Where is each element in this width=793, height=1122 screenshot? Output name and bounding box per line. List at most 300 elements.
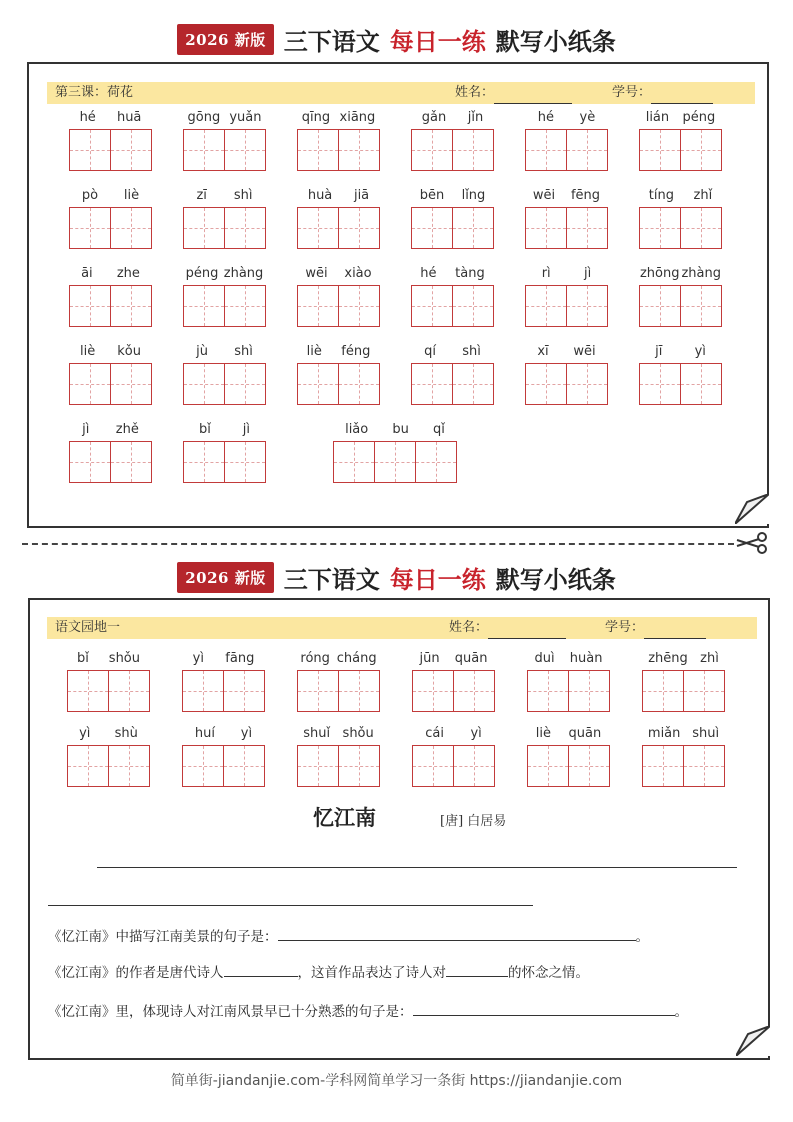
writing-cells (411, 207, 494, 249)
writing-cell[interactable] (683, 745, 725, 787)
question-2-suffix: 的怀念之情。 (508, 965, 589, 981)
writing-cell[interactable] (110, 129, 152, 171)
writing-cell[interactable] (453, 745, 495, 787)
writing-cells (412, 670, 495, 712)
pinyin-row (525, 187, 608, 207)
pinyin-syllable: jì (82, 422, 90, 437)
writing-cells (69, 207, 152, 249)
word-item (297, 265, 380, 327)
writing-cell[interactable] (639, 207, 681, 249)
word-item (412, 650, 495, 712)
pinyin-syllable: huí (194, 726, 215, 741)
pinyin-row (67, 650, 150, 670)
poem-writing-line-2[interactable] (48, 905, 533, 906)
writing-cells (67, 670, 150, 712)
pinyin-syllable: liè (123, 188, 140, 203)
pinyin-syllable: huà (307, 188, 333, 203)
top-header-bar (47, 82, 755, 104)
word-item (69, 421, 152, 483)
writing-cell[interactable] (338, 745, 380, 787)
writing-cell[interactable] (110, 285, 152, 327)
pinyin-syllable: fāng (225, 651, 255, 666)
writing-cell[interactable] (182, 670, 224, 712)
pinyin-row (69, 109, 152, 129)
writing-cell[interactable] (566, 129, 608, 171)
pinyin-syllable: péng (682, 110, 716, 125)
writing-cells (525, 363, 608, 405)
writing-cells (69, 441, 152, 483)
word-item (527, 725, 610, 787)
id-label: 学号： (605, 620, 645, 635)
writing-cell[interactable] (411, 129, 453, 171)
writing-cells (412, 745, 495, 787)
pinyin-row (69, 343, 152, 363)
writing-cell[interactable] (566, 363, 608, 405)
pinyin-syllable: tíng (648, 188, 674, 203)
word-item (525, 265, 608, 327)
bottom-title (0, 560, 793, 595)
pinyin-syllable: shì (234, 344, 253, 359)
writing-cell[interactable] (297, 285, 339, 327)
title-dictation: 默写小纸条 (495, 27, 616, 56)
writing-cell[interactable] (223, 670, 265, 712)
title-dictation: 默写小纸条 (495, 565, 616, 594)
pinyin-syllable: xiào (344, 266, 372, 281)
pinyin-syllable: lǐng (461, 188, 486, 203)
pinyin-syllable: jì (242, 422, 251, 437)
writing-cell[interactable] (338, 363, 380, 405)
pinyin-syllable: jī (655, 344, 663, 359)
pinyin-row (642, 725, 725, 745)
word-item (639, 187, 722, 249)
writing-cells (182, 670, 265, 712)
writing-cell[interactable] (412, 745, 454, 787)
word-item (411, 109, 494, 171)
pinyin-syllable: shù (114, 726, 138, 741)
writing-cell[interactable] (183, 285, 225, 327)
writing-cell[interactable] (297, 207, 339, 249)
writing-cells (527, 745, 610, 787)
word-item (639, 343, 722, 405)
pinyin-syllable: āi (81, 266, 93, 281)
question-3-suffix: 。 (674, 1004, 688, 1020)
pinyin-syllable: bu (392, 422, 409, 437)
pinyin-row (183, 265, 266, 285)
name-label: 姓名： (449, 620, 489, 635)
pinyin-row (642, 650, 725, 670)
pinyin-row (182, 650, 265, 670)
writing-cell[interactable] (680, 363, 722, 405)
writing-cell[interactable] (415, 441, 457, 483)
writing-cell[interactable] (525, 285, 567, 327)
pinyin-row (639, 187, 722, 207)
question-3-prefix: 《忆江南》里，体现诗人对江南风景早已十分熟悉的句子是： (48, 1004, 413, 1020)
word-item (182, 725, 265, 787)
writing-cells (69, 363, 152, 405)
writing-cell[interactable] (527, 670, 569, 712)
pinyin-syllable: hé (79, 110, 96, 125)
pinyin-syllable: quān (568, 726, 602, 741)
id-field[interactable] (612, 82, 713, 104)
question-1-prefix: 《忆江南》中描写江南美景的句子是： (48, 929, 278, 945)
writing-cell[interactable] (680, 285, 722, 327)
word-item (411, 187, 494, 249)
writing-cells (183, 285, 266, 327)
pinyin-syllable: xī (537, 344, 549, 359)
writing-cell[interactable] (333, 441, 375, 483)
writing-cell[interactable] (108, 745, 150, 787)
pinyin-syllable: gǎn (421, 110, 447, 125)
name-blank[interactable] (488, 622, 566, 639)
writing-cell[interactable] (453, 670, 495, 712)
pinyin-syllable: zhōng (639, 266, 680, 281)
pinyin-syllable: zī (196, 188, 207, 203)
pinyin-row (183, 343, 266, 363)
writing-cell[interactable] (642, 745, 684, 787)
pinyin-row (412, 725, 495, 745)
word-item (182, 650, 265, 712)
pinyin-syllable: xiāng (339, 110, 376, 125)
pinyin-row (527, 725, 610, 745)
writing-cell[interactable] (639, 285, 681, 327)
word-item (67, 725, 150, 787)
writing-cells (333, 441, 457, 483)
pinyin-syllable: bǐ (76, 651, 89, 666)
name-field[interactable] (455, 82, 572, 104)
writing-cells (297, 285, 380, 327)
pinyin-syllable: shǒu (342, 726, 374, 741)
pinyin-syllable: tàng (455, 266, 485, 281)
writing-cell[interactable] (67, 745, 109, 787)
writing-cell[interactable] (338, 285, 380, 327)
pinyin-row (412, 650, 495, 670)
cut-line (22, 543, 734, 545)
id-field[interactable] (605, 617, 706, 639)
writing-cell[interactable] (639, 363, 681, 405)
writing-cells (639, 207, 722, 249)
writing-cell[interactable] (525, 129, 567, 171)
writing-cells (297, 745, 380, 787)
pinyin-syllable: zhàng (223, 266, 264, 281)
pinyin-syllable: liǎo (345, 422, 369, 437)
pinyin-row (182, 725, 265, 745)
writing-cell[interactable] (566, 207, 608, 249)
pinyin-syllable: liè (306, 344, 322, 359)
writing-cell[interactable] (297, 670, 339, 712)
word-item (297, 343, 380, 405)
word-item (69, 109, 152, 171)
pinyin-syllable: yì (79, 726, 91, 741)
pinyin-syllable: zhe (116, 266, 140, 281)
pinyin-row (639, 343, 722, 363)
pinyin-row (525, 343, 608, 363)
word-item (411, 265, 494, 327)
id-label: 学号： (612, 85, 652, 100)
word-item (69, 187, 152, 249)
word-item (525, 187, 608, 249)
writing-cell[interactable] (110, 441, 152, 483)
word-item (69, 343, 152, 405)
pinyin-syllable: wēi (305, 266, 328, 281)
pinyin-syllable: kǒu (117, 344, 141, 359)
writing-cells (411, 285, 494, 327)
question-2-blank-poet[interactable] (224, 962, 298, 977)
pinyin-syllable: róng (300, 651, 330, 666)
pinyin-syllable: huàn (569, 651, 603, 666)
writing-cell[interactable] (568, 745, 610, 787)
writing-cell[interactable] (452, 129, 494, 171)
pinyin-syllable: zhàng (681, 266, 721, 281)
pinyin-syllable: gōng (187, 110, 221, 125)
pinyin-syllable: pò (81, 188, 99, 203)
pinyin-row (297, 725, 380, 745)
pinyin-syllable: miǎn (647, 726, 681, 741)
word-item (525, 109, 608, 171)
pinyin-syllable: hé (420, 266, 437, 281)
writing-cells (411, 129, 494, 171)
writing-cell[interactable] (525, 207, 567, 249)
question-1-blank[interactable] (278, 926, 636, 941)
pinyin-row (525, 265, 608, 285)
pinyin-row (297, 650, 380, 670)
word-item (183, 421, 266, 483)
writing-cell[interactable] (224, 441, 266, 483)
writing-cells (525, 285, 608, 327)
writing-cell[interactable] (108, 670, 150, 712)
pinyin-row (525, 109, 608, 129)
writing-cell[interactable] (680, 129, 722, 171)
bottom-header-bar (47, 617, 757, 639)
pinyin-syllable: féng (341, 344, 371, 359)
writing-cell[interactable] (452, 285, 494, 327)
writing-cell[interactable] (527, 745, 569, 787)
writing-cell[interactable] (224, 129, 266, 171)
writing-cell[interactable] (642, 670, 684, 712)
pinyin-syllable: lián (645, 110, 670, 125)
writing-cells (297, 129, 380, 171)
pinyin-row (333, 421, 457, 441)
writing-cell[interactable] (338, 207, 380, 249)
lesson-title: 第三课：荷花 (55, 85, 134, 100)
pinyin-row (639, 109, 722, 129)
word-item (642, 650, 725, 712)
poem-writing-line-1[interactable] (97, 867, 737, 868)
pinyin-syllable: quān (454, 651, 488, 666)
pinyin-syllable: yì (470, 726, 482, 741)
writing-cell[interactable] (224, 207, 266, 249)
writing-cell[interactable] (182, 745, 224, 787)
pinyin-syllable: huā (116, 110, 142, 125)
lesson-title: 语文园地一 (55, 620, 121, 635)
pinyin-syllable: yè (579, 110, 596, 125)
pinyin-row (297, 343, 380, 363)
title-subject: 三下语文 (283, 565, 380, 594)
writing-cell[interactable] (223, 745, 265, 787)
word-item (642, 725, 725, 787)
writing-cells (183, 207, 266, 249)
pinyin-syllable: yì (694, 344, 706, 359)
pinyin-syllable: bǐ (198, 422, 211, 437)
writing-cell[interactable] (566, 285, 608, 327)
writing-cells (183, 129, 266, 171)
pinyin-syllable: péng (185, 266, 219, 281)
pinyin-row (411, 109, 494, 129)
pinyin-syllable: shì (462, 344, 481, 359)
word-item (297, 187, 380, 249)
question-3-blank[interactable] (413, 1001, 675, 1016)
writing-cells (182, 745, 265, 787)
pinyin-syllable: yì (192, 651, 204, 666)
pinyin-syllable: jì (584, 266, 592, 281)
writing-cell[interactable] (338, 670, 380, 712)
writing-cells (639, 363, 722, 405)
name-label: 姓名： (455, 85, 495, 100)
question-2 (48, 961, 589, 981)
writing-cell[interactable] (69, 363, 111, 405)
writing-cell[interactable] (680, 207, 722, 249)
id-blank[interactable] (651, 87, 713, 104)
writing-cells (183, 441, 266, 483)
pinyin-syllable: shuǐ (303, 726, 331, 741)
title-daily: 每日一练 (389, 565, 486, 594)
poem-author: [唐] 白居易 (440, 814, 507, 829)
writing-cell[interactable] (297, 363, 339, 405)
pinyin-row (411, 265, 494, 285)
scissors-icon (735, 532, 769, 554)
word-item (297, 725, 380, 787)
writing-cells (297, 670, 380, 712)
pinyin-syllable: jǐn (467, 110, 484, 125)
name-blank[interactable] (494, 87, 572, 104)
writing-cell[interactable] (452, 363, 494, 405)
pinyin-syllable: zhě (115, 422, 139, 437)
word-item (527, 650, 610, 712)
pinyin-syllable: cháng (336, 651, 377, 666)
writing-cell[interactable] (525, 363, 567, 405)
writing-cells (642, 745, 725, 787)
question-2-blank-place[interactable] (446, 962, 508, 977)
writing-cells (639, 285, 722, 327)
pinyin-syllable: qí (424, 344, 436, 359)
writing-cells (69, 129, 152, 171)
word-item (297, 650, 380, 712)
pinyin-syllable: wēi (573, 344, 596, 359)
word-item (639, 109, 722, 171)
name-field[interactable] (449, 617, 566, 639)
pinyin-syllable: shǒu (108, 651, 141, 666)
pinyin-syllable: zhì (700, 651, 719, 666)
word-item (183, 187, 266, 249)
pinyin-syllable: shuì (692, 726, 720, 741)
pinyin-syllable: yì (240, 726, 253, 741)
writing-cell[interactable] (69, 285, 111, 327)
pinyin-row (183, 421, 266, 441)
writing-cell[interactable] (452, 207, 494, 249)
writing-cell[interactable] (338, 129, 380, 171)
pinyin-syllable: duì (534, 651, 555, 666)
edition-badge: 2026 新版 (177, 24, 273, 55)
word-item (67, 650, 150, 712)
pinyin-syllable: jūn (419, 651, 440, 666)
word-item (333, 421, 457, 483)
pinyin-row (527, 650, 610, 670)
writing-cell[interactable] (67, 670, 109, 712)
writing-cells (183, 363, 266, 405)
writing-cell[interactable] (411, 285, 453, 327)
writing-cells (525, 129, 608, 171)
writing-cell[interactable] (412, 670, 454, 712)
writing-cell[interactable] (183, 207, 225, 249)
writing-cell[interactable] (411, 207, 453, 249)
writing-cell[interactable] (297, 745, 339, 787)
writing-cell[interactable] (224, 363, 266, 405)
writing-cell[interactable] (639, 129, 681, 171)
pinyin-syllable: hé (537, 110, 554, 125)
writing-cell[interactable] (224, 285, 266, 327)
pinyin-row (69, 187, 152, 207)
word-item (525, 343, 608, 405)
writing-cell[interactable] (568, 670, 610, 712)
page-curl-icon (736, 1026, 770, 1056)
word-item (297, 109, 380, 171)
writing-cell[interactable] (683, 670, 725, 712)
word-item (69, 265, 152, 327)
pinyin-row (183, 187, 266, 207)
pinyin-syllable: liè (535, 726, 551, 741)
pinyin-syllable: zhēng (648, 651, 688, 666)
writing-cells (69, 285, 152, 327)
question-3 (48, 1000, 688, 1020)
writing-cells (642, 670, 725, 712)
writing-cell[interactable] (69, 207, 111, 249)
writing-cell[interactable] (183, 129, 225, 171)
word-item (411, 343, 494, 405)
writing-cells (297, 363, 380, 405)
writing-cell[interactable] (297, 129, 339, 171)
writing-cell[interactable] (69, 129, 111, 171)
writing-cell[interactable] (183, 363, 225, 405)
pinyin-syllable: liè (80, 344, 96, 359)
writing-cell[interactable] (411, 363, 453, 405)
pinyin-row (183, 109, 266, 129)
writing-cells (411, 363, 494, 405)
writing-cell[interactable] (69, 441, 111, 483)
title-subject: 三下语文 (283, 27, 380, 56)
pinyin-syllable: wēi (532, 188, 556, 203)
pinyin-row (69, 421, 152, 441)
writing-cells (525, 207, 608, 249)
writing-cells (527, 670, 610, 712)
writing-cell[interactable] (110, 363, 152, 405)
pinyin-syllable: qǐ (433, 422, 445, 437)
writing-cell[interactable] (374, 441, 416, 483)
question-2-middle: ，这首作品表达了诗人对 (297, 965, 446, 981)
pinyin-syllable: yuǎn (229, 110, 262, 125)
pinyin-syllable: rì (541, 266, 551, 281)
pinyin-row (411, 187, 494, 207)
writing-cell[interactable] (110, 207, 152, 249)
writing-cells (67, 745, 150, 787)
writing-cell[interactable] (183, 441, 225, 483)
word-item (639, 265, 722, 327)
pinyin-row (297, 187, 380, 207)
question-1-suffix: 。 (635, 929, 649, 945)
pinyin-syllable: bēn (419, 188, 445, 203)
pinyin-syllable: cái (425, 726, 444, 741)
pinyin-syllable: jiā (353, 188, 370, 203)
pinyin-row (411, 343, 494, 363)
id-blank[interactable] (644, 622, 706, 639)
